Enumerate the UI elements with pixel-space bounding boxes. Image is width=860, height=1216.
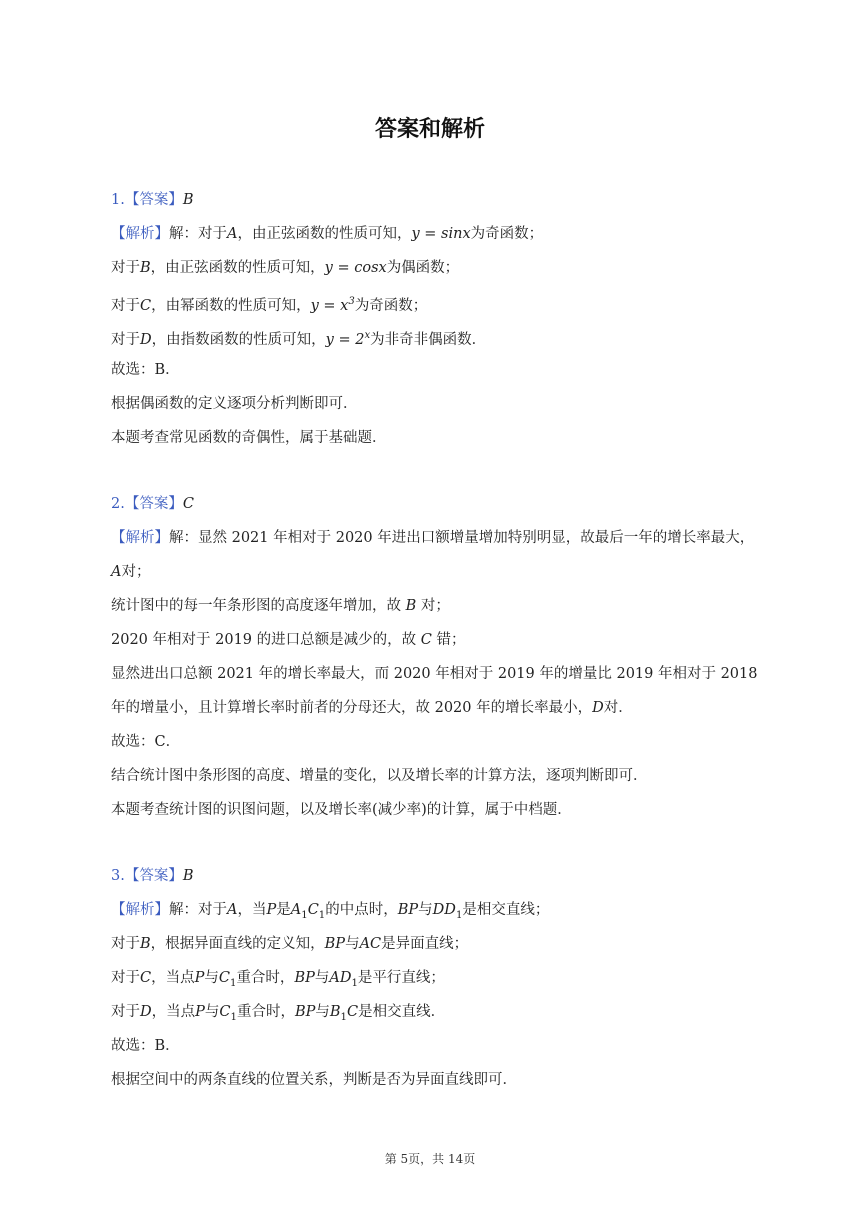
q3-line: BP [294,970,315,986]
q3-text: 与 [204,970,219,986]
q3-subscript: 1 [230,1011,237,1023]
q1-option: C [140,297,152,314]
q3-analysis-line-4 [111,1002,445,1028]
q3-answer-line [111,866,194,886]
q1-option: B [140,260,151,276]
q3-analysis-tag: 【解析】 [111,902,169,918]
q2-analysis-line-6 [111,698,633,718]
q3-text: ，当点 [151,970,195,986]
q1-option: A [227,226,238,242]
q2-answer-line [111,494,194,514]
q1-answer: B [182,192,194,208]
q2-text: 对； [420,598,450,614]
q3-choice-line: 故选：B． [111,1038,180,1054]
q1-choice-line: 故选：B． [111,362,180,378]
q3-text: 与 [418,902,433,918]
q2-text: 统计图中的每一年条形图的高度逐年增加，故 [111,598,401,614]
q2-option: B [405,598,417,614]
q2-analysis-tag: 【解析】 [111,530,169,546]
q1-text: 为奇函数； [470,226,544,242]
q1-exponent: x [364,330,371,341]
q2-text: 年的增量小，且计算增长率时前者的分母还大，故 2020 年的增长率最小， [111,700,593,716]
q2-choice-line: 故选：C． [111,734,181,750]
q3-text: ，当 [237,902,267,918]
q3-subscript: 1 [455,909,463,921]
q1-answer-line [111,190,194,210]
q3-subscript: 1 [318,909,326,921]
q1-analysis-tag: 【解析】 [111,226,169,242]
q3-analysis-line-2 [111,934,468,954]
q2-analysis-line-4 [111,630,465,650]
q3-text: ，当点 [151,1004,196,1020]
q1-summary-line: 本题考查常见函数的奇偶性，属于基础题． [111,430,387,446]
q3-point: C [307,902,319,918]
q1-formula: y = cosx [324,260,387,276]
q3-number: 3. [111,868,125,884]
q1-answer-tag: 【答案】 [124,192,183,208]
q3-answer-tag: 【答案】 [124,868,183,884]
q2-analysis-line-1 [111,528,754,548]
q2-analysis-line-2 [111,562,150,582]
q2-option: D [592,700,604,716]
q3-subscript: 1 [340,1011,347,1023]
q1-text: 为非奇非偶函数． [370,331,487,348]
q2-text: 对； [121,564,151,580]
q3-text: 与 [315,1004,330,1020]
q3-point: A [290,902,302,918]
q2-method-line: 结合统计图中条形图的高度、增量的变化，以及增长率的计算方法，逐项判断即可． [111,768,648,784]
q3-subscript: 1 [351,977,358,989]
q3-text: 的中点时， [325,902,398,918]
q2-analysis-line-5: 显然进出口总额 2021 年的增长率最大，而 2020 年相对于 2019 年的增量比 2019 年相对于 2018 [111,666,758,682]
q3-point: C [347,1004,359,1020]
q2-text: 对． [603,700,633,716]
q1-text: ，由正弦函数的性质可知， [150,260,325,276]
q2-analysis-line-3 [111,596,450,616]
q1-exponent: 3 [348,296,355,307]
q1-formula: y = 2 [325,331,365,348]
q3-text: 对于 [111,936,140,952]
q3-text: 是异面直线； [381,936,469,952]
q3-option: A [227,902,238,918]
q3-analysis-line-3 [111,968,445,994]
q3-option: B [140,936,151,952]
q3-text: 对于 [111,1004,140,1020]
page-title: 答案和解析 [374,117,485,142]
q1-formula: y = x [310,297,349,314]
q2-text: 错； [436,632,466,648]
q1-text: ，由正弦函数的性质可知， [237,226,412,242]
q1-text: ，由幂函数的性质可知， [151,297,311,314]
q3-text: 重合时， [236,1004,295,1020]
q3-option: D [140,1004,152,1020]
q3-text: 重合时， [236,970,295,986]
q1-method-line: 根据偶函数的定义逐项分析判断即可． [111,396,358,412]
q3-option: C [140,970,152,986]
q1-text: 对于 [111,297,140,314]
q2-option: C [420,632,432,648]
q3-line: AC [359,936,382,952]
q3-answer: B [182,868,194,884]
q3-text: 与 [314,970,330,986]
q1-text: 为偶函数； [386,260,460,276]
q2-answer-tag: 【答案】 [124,496,183,512]
q3-text: ，根据异面直线的定义知， [150,936,325,952]
q1-formula: y = sinx [411,226,471,242]
q3-text: 是平行直线； [357,970,445,986]
q3-subscript: 1 [301,909,308,921]
q3-method-line: 根据空间中的两条直线的位置关系，判断是否为异面直线即可． [111,1072,517,1088]
q3-line: AD [329,970,352,986]
q3-point: B [329,1004,341,1020]
q2-text: 2020 年相对于 2019 的进口总额是减少的，故 [111,632,417,648]
q1-text: 对于 [111,331,140,348]
q1-text: ，由指数函数的性质可知， [151,331,326,348]
q2-number: 2. [111,496,125,512]
q1-analysis-line-3 [111,292,427,316]
q3-analysis-line-1 [111,900,549,926]
q3-text: 与 [345,936,360,952]
q3-line: BP [397,902,419,918]
q3-text: 是相交直线； [462,902,550,918]
q1-analysis-line-1 [111,224,543,244]
q3-point: P [194,970,205,986]
q1-number: 1. [111,192,125,208]
q3-point: P [266,902,277,918]
q3-point: C [219,1004,231,1020]
q1-analysis-line-2 [111,258,459,278]
q2-text: 解：显然 2021 年相对于 2020 年进出口额增量增加特别明显，故最后一年的增长率最大， [169,530,755,546]
q1-text: 对于 [111,260,140,276]
q1-option: D [140,331,152,348]
q2-option: A [111,564,122,580]
q2-summary-line: 本题考查统计图的识图问题，以及增长率(减少率)的计算，属于中档题． [111,802,572,818]
q3-text: 是相交直线． [358,1004,446,1020]
page-footer: 第 5页，共 14页 [384,1152,476,1166]
q3-text: 解：对于 [169,902,227,918]
q3-text: 是 [276,902,291,918]
q1-text: 为奇函数； [354,297,428,314]
q1-analysis-line-4 [111,326,486,350]
q3-point: C [218,970,230,986]
q3-point: P [195,1004,205,1020]
q3-subscript: 1 [229,977,237,989]
q3-line: DD [432,902,456,918]
q3-line: BP [294,1004,316,1020]
q3-text: 对于 [111,970,140,986]
q3-line: BP [324,936,346,952]
q3-text: 与 [204,1004,220,1020]
q2-answer: C [182,496,194,512]
q1-text: 解：对于 [169,226,227,242]
